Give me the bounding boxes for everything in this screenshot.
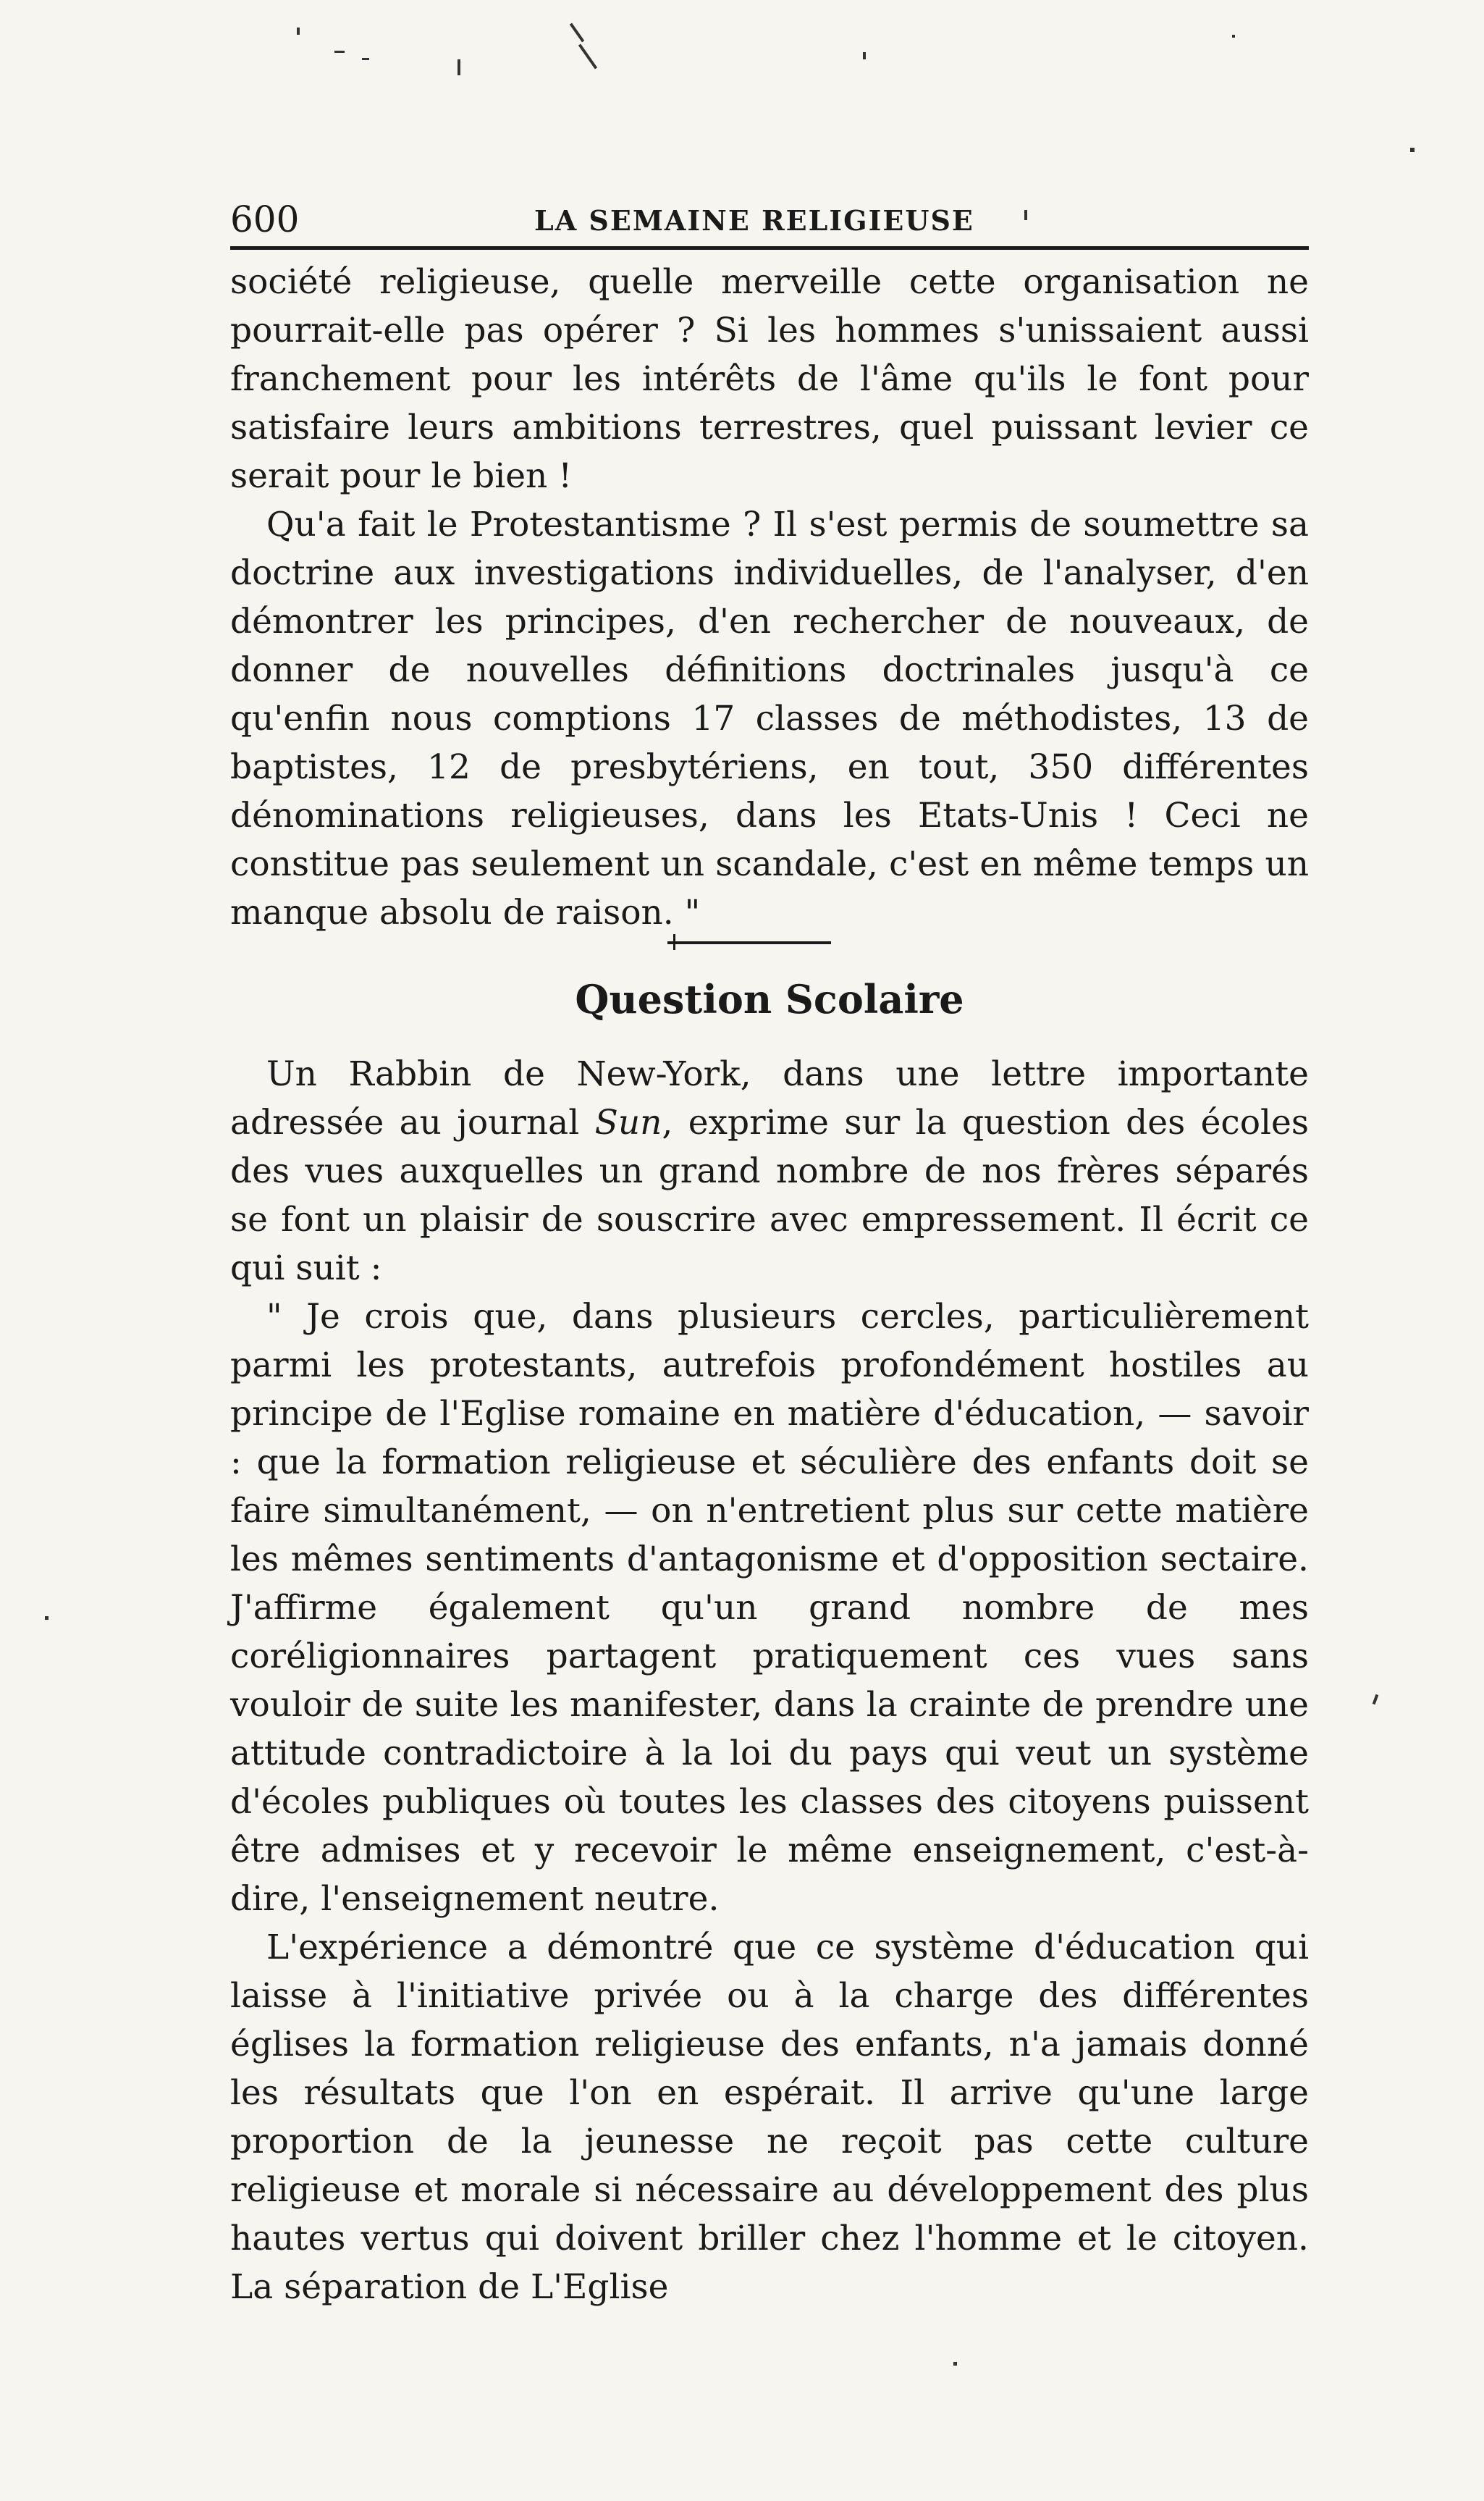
section-title: Question Scolaire — [575, 976, 964, 1022]
paragraph: L'expérience a démontré que ce système d'éducation qui laisse à l'initiative privée ou à la charge des différentes églises la formation religieuse des enfants, n'a jamais donné les résultats que l'on en espérait. Il arrive qu'une large proportion de la jeunesse ne reçoit pas cette culture religieuse et morale si nécessaire au développement des plus hautes vertus qui doivent briller chez l'homme et le citoyen. La séparation de L'Eglise — [230, 1928, 1309, 2307]
continuation-text — [230, 258, 1309, 937]
section-body — [230, 1050, 1309, 2311]
paragraph: Qu'a fait le Protestantisme ? Il s'est permis de soumettre sa doctrine aux investigations individuelles, de l'analyser, d'en démontrer les principes, d'en rechercher de nouveaux, de donner de nouvelles définitions doctrinales jusqu'à ce qu'enfin nous comptions 17 classes de méthodistes, 13 de baptistes, 12 de presbytériens, en tout, 350 différentes dénominations religieuses, dans les Etats-Unis ! Ceci ne constitue pas seulement un scandale, c'est en même temps un manque absolu de raison. " — [230, 505, 1309, 933]
paragraph — [230, 1050, 1309, 1292]
paragraph: société religieuse, quelle merveille cette organisation ne pourrait-elle pas opérer ? Si les hommes s'unissaient aussi franchement pour les intérêts de l'âme qu'ils le font pour satisfaire leurs ambitions terrestres, quel puissant levier ce serait pour le bien ! — [230, 262, 1309, 496]
paragraph-text: Un Rabbin de New-York, dans une lettre importante adressée au journal — [230, 1054, 1309, 1143]
paragraph: " Je crois que, dans plusieurs cercles, particulièrement parmi les protestants, autrefois profondément hostiles au principe de l'Eglise romaine en matière d'éducation, — savoir : que la formation religieuse et séculière des enfants doit se faire simultanément, — on n'entretient plus sur cette matière les mêmes sentiments d'antagonisme et d'opposition sectaire. J'affirme également qu'un grand nombre de mes coréligionnaires partagent pratiquement ces vues sans vouloir de suite les manifester, dans la crainte de prendre une attitude contradictoire à la loi du pays qui veut un système d'écoles publiques où toutes les classes des citoyens puissent être admises et y recevoir le même enseignement, c'est-à-dire, l'enseignement neutre. — [230, 1297, 1309, 1919]
running-head: LA SEMAINE RELIGIEUSE — [534, 204, 974, 237]
page-header — [230, 194, 1309, 245]
newspaper-title: Sun — [594, 1103, 662, 1143]
header-rule — [230, 246, 1309, 250]
page-number: 600 — [230, 198, 300, 240]
section-divider — [667, 941, 831, 944]
paragraph-text: , exprime sur la question des écoles des vues auxquelles un grand nombre de nos frères séparés se font un plaisir de souscrire avec empressement. Il écrit ce qui suit : — [230, 1103, 1309, 1288]
